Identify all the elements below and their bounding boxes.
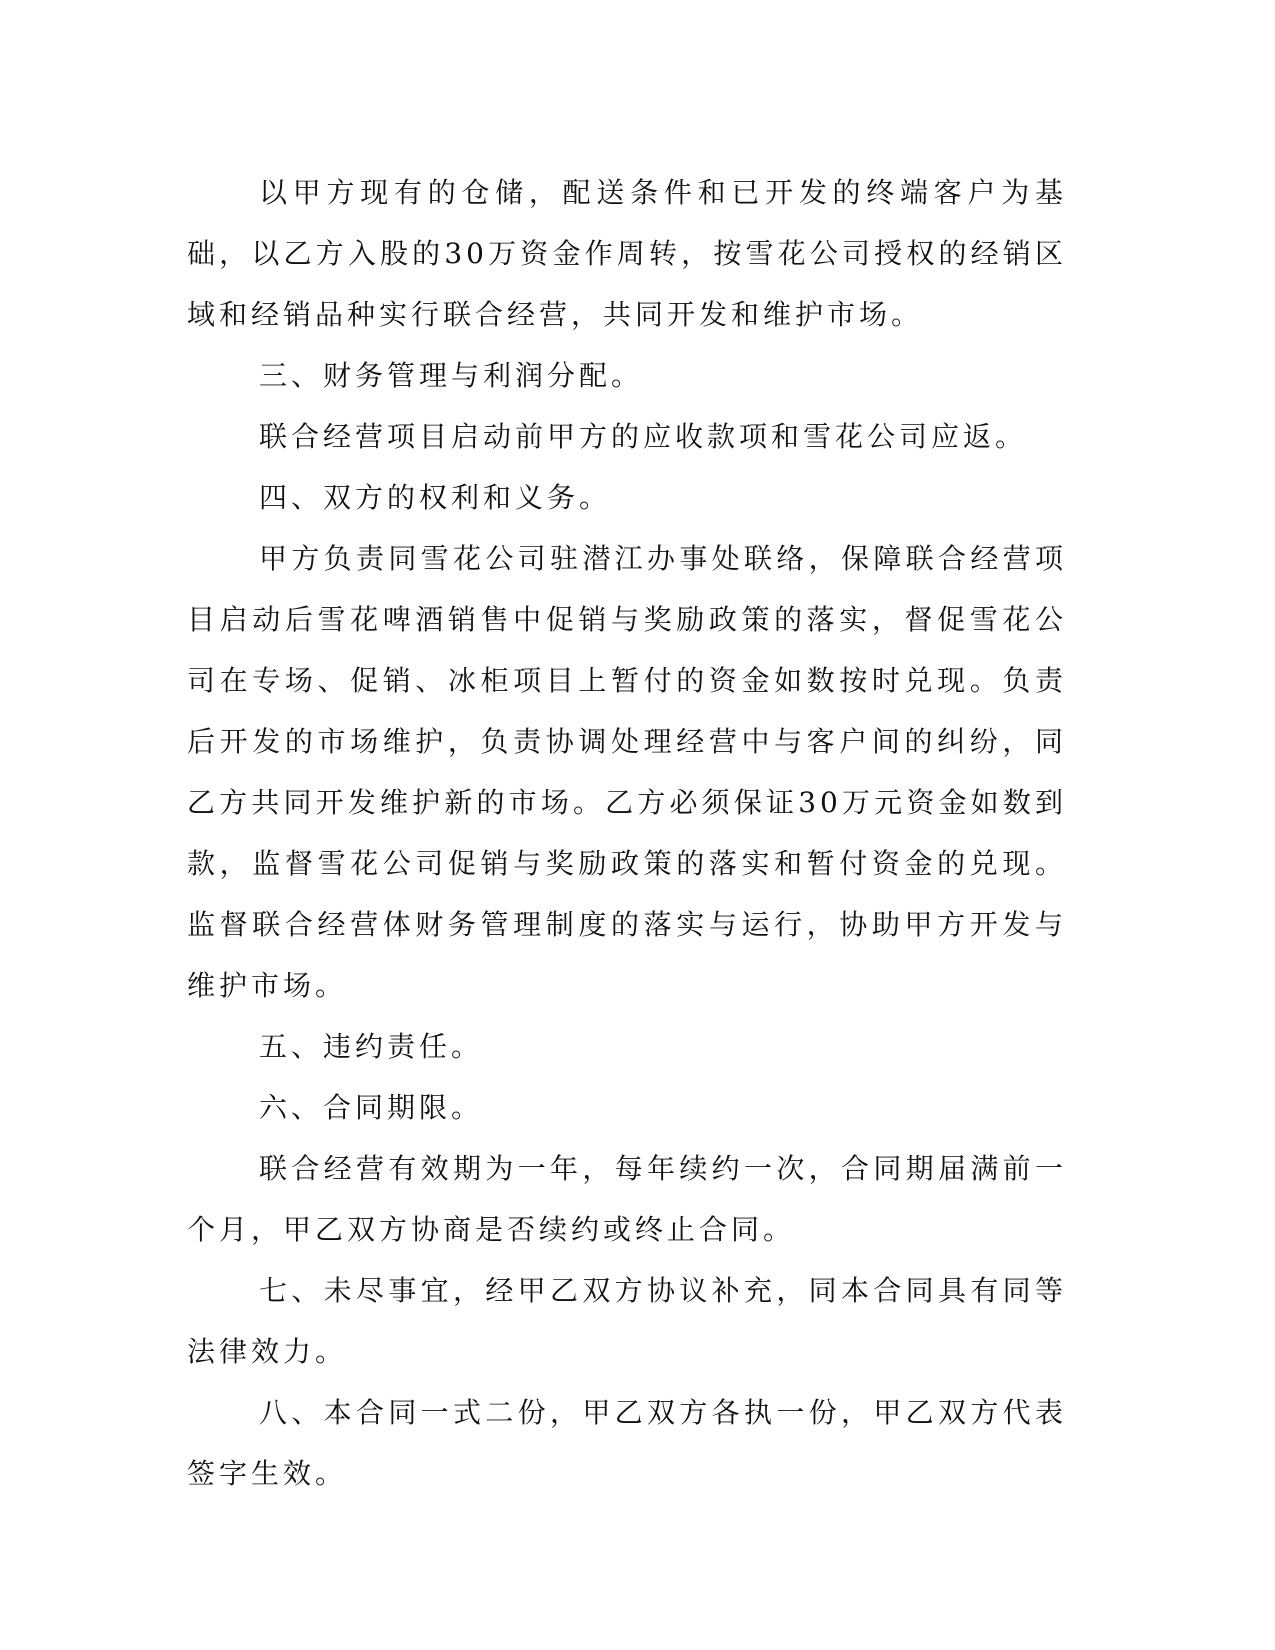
paragraph-copies-and-signature: 八、本合同一式二份，甲乙双方各执一份，甲乙双方代表签字生效。 bbox=[187, 1396, 1067, 1490]
paragraph-rights-obligations-detail: 甲方负责同雪花公司驻潜江办事处联络，保障联合经营项目启动后雪花啤酒销售中促销与奖励政策的落实，督促雪花公司在专场、促销、冰柜项目上暂付的资金如数按时兑现。负责后开发的市场维护，负责协调处理经营中与客户间的纠纷，同乙方共同开发维护新的市场。乙方必须保证30万元资金如数到款，监督雪花公司促销与奖励政策的落实和暂付资金的兑现。监督联合经营体财务管理制度的落实与运行，协助甲方开发与维护市场。 bbox=[187, 542, 1067, 1002]
heading-finance-and-profit: 三、财务管理与利润分配。 bbox=[259, 359, 644, 392]
paragraph-contract-term-detail: 联合经营有效期为一年，每年续约一次，合同期届满前一个月，甲乙双方协商是否续约或终止合同。 bbox=[187, 1152, 1067, 1246]
paragraph-supplementary-matters: 七、未尽事宜，经甲乙双方协议补充，同本合同具有同等法律效力。 bbox=[187, 1274, 1067, 1368]
heading-rights-and-obligations: 四、双方的权利和义务。 bbox=[259, 481, 612, 514]
heading-breach-liability: 五、违约责任。 bbox=[259, 1030, 484, 1063]
paragraph-receivables: 联合经营项目启动前甲方的应收款项和雪花公司应返。 bbox=[259, 420, 1028, 453]
document-body bbox=[187, 162, 1067, 1504]
heading-contract-term: 六、合同期限。 bbox=[259, 1091, 484, 1124]
paragraph-business-basis: 以甲方现有的仓储，配送条件和已开发的终端客户为基础，以乙方入股的30万资金作周转，按雪花公司授权的经销区域和经销品种实行联合经营，共同开发和维护市场。 bbox=[187, 176, 1067, 331]
